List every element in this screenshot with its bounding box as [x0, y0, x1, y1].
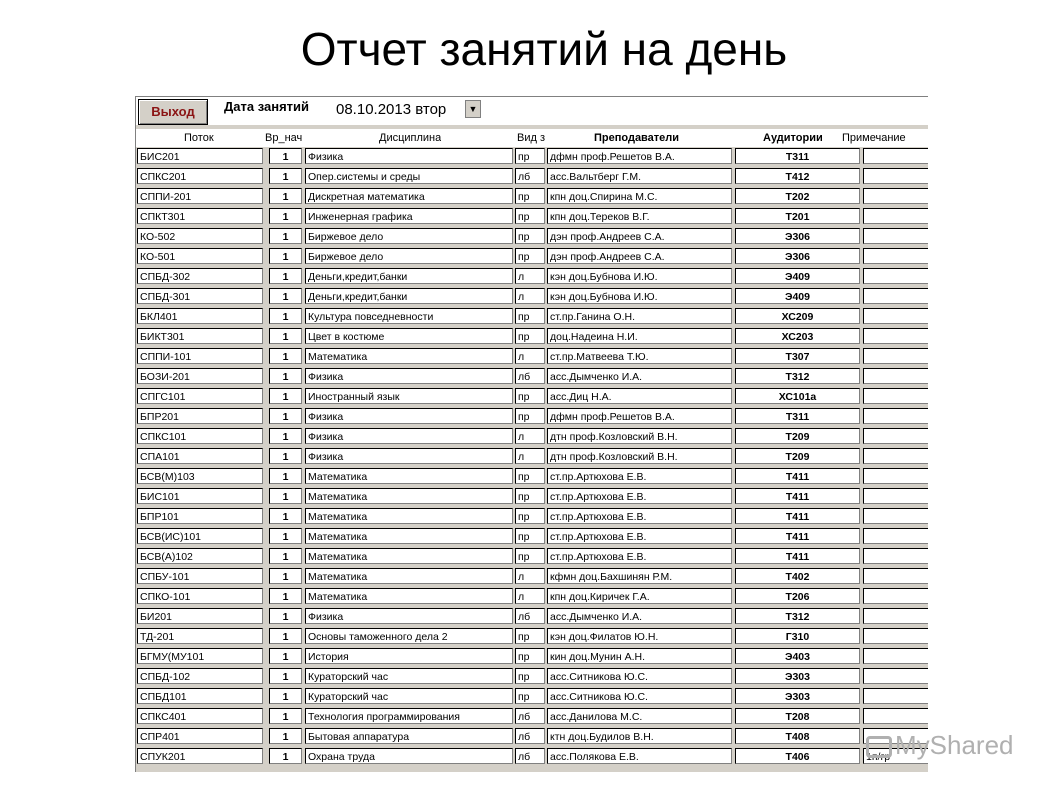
teacher-field[interactable]: кин доц.Мунин А.Н.: [547, 648, 732, 664]
type-field[interactable]: пр: [515, 208, 545, 224]
type-field[interactable]: л: [515, 268, 545, 284]
stream-field[interactable]: БГМУ(МУ101: [137, 648, 263, 664]
table-row: [136, 747, 928, 767]
discipline-field[interactable]: Физика: [305, 428, 513, 444]
stream-field[interactable]: СПА101: [137, 448, 263, 464]
time-field[interactable]: 1: [269, 308, 302, 324]
discipline-field[interactable]: Культура повседневности: [305, 308, 513, 324]
table-row: [136, 427, 928, 447]
time-field[interactable]: 1: [269, 148, 302, 164]
discipline-field[interactable]: Технология программирования: [305, 708, 513, 724]
type-field[interactable]: пр: [515, 648, 545, 664]
note-field[interactable]: [863, 568, 928, 584]
teacher-field[interactable]: ктн доц.Будилов В.Н.: [547, 728, 732, 744]
note-field[interactable]: [863, 468, 928, 484]
room-field[interactable]: Т411: [735, 508, 860, 524]
table-row: [136, 187, 928, 207]
stream-field[interactable]: СПУК201: [137, 748, 263, 764]
stream-field[interactable]: СПБД-302: [137, 268, 263, 284]
discipline-field[interactable]: Математика: [305, 508, 513, 524]
discipline-field[interactable]: Физика: [305, 368, 513, 384]
room-field[interactable]: Т209: [735, 428, 860, 444]
room-field[interactable]: ХС209: [735, 308, 860, 324]
exit-button[interactable]: Выход: [138, 99, 208, 125]
discipline-field[interactable]: Инженерная графика: [305, 208, 513, 224]
time-field[interactable]: 1: [269, 248, 302, 264]
table-row: [136, 707, 928, 727]
time-field[interactable]: 1: [269, 468, 302, 484]
time-field[interactable]: 1: [269, 508, 302, 524]
table-header: [136, 129, 928, 147]
table-row: [136, 207, 928, 227]
type-field[interactable]: пр: [515, 328, 545, 344]
teacher-field[interactable]: асс.Полякова Е.В.: [547, 748, 732, 764]
type-field[interactable]: пр: [515, 688, 545, 704]
table-row: [136, 607, 928, 627]
discipline-field[interactable]: Физика: [305, 608, 513, 624]
table-row: [136, 347, 928, 367]
table-row: [136, 687, 928, 707]
type-field[interactable]: пр: [515, 548, 545, 564]
room-field[interactable]: Т312: [735, 608, 860, 624]
room-field[interactable]: Т312: [735, 368, 860, 384]
stream-field[interactable]: СППИ-201: [137, 188, 263, 204]
table-row: [136, 527, 928, 547]
note-field[interactable]: [863, 528, 928, 544]
teacher-field[interactable]: дэн проф.Андреев С.А.: [547, 228, 732, 244]
table-row: [136, 327, 928, 347]
teacher-field[interactable]: ст.пр.Ганина О.Н.: [547, 308, 732, 324]
table-row: [136, 667, 928, 687]
room-field[interactable]: Т406: [735, 748, 860, 764]
chevron-down-icon[interactable]: ▼: [465, 100, 481, 118]
type-field[interactable]: л: [515, 448, 545, 464]
note-field[interactable]: [863, 668, 928, 684]
teacher-field[interactable]: ст.пр.Артюхова Е.В.: [547, 488, 732, 504]
room-field[interactable]: Т411: [735, 548, 860, 564]
presentation-icon: [866, 736, 892, 758]
stream-field[interactable]: БИ201: [137, 608, 263, 624]
stream-field[interactable]: БСВ(ИС)101: [137, 528, 263, 544]
stream-field[interactable]: СПКС101: [137, 428, 263, 444]
room-field[interactable]: Т408: [735, 728, 860, 744]
time-field[interactable]: 1: [269, 528, 302, 544]
type-field[interactable]: пр: [515, 488, 545, 504]
note-field[interactable]: [863, 228, 928, 244]
room-field[interactable]: Т411: [735, 468, 860, 484]
discipline-field[interactable]: Цвет в костюме: [305, 328, 513, 344]
time-field[interactable]: 1: [269, 488, 302, 504]
stream-field[interactable]: БСВ(А)102: [137, 548, 263, 564]
column-header-stream: Поток: [184, 132, 214, 144]
table-row: [136, 467, 928, 487]
room-field[interactable]: Э303: [735, 688, 860, 704]
discipline-field[interactable]: Биржевое дело: [305, 228, 513, 244]
discipline-field[interactable]: Основы таможенного дела 2: [305, 628, 513, 644]
time-field[interactable]: 1: [269, 368, 302, 384]
table-row: [136, 727, 928, 747]
teacher-field[interactable]: дтн проф.Козловский В.Н.: [547, 428, 732, 444]
stream-field[interactable]: СПБД-102: [137, 668, 263, 684]
teacher-field[interactable]: асс.Вальтберг Г.М.: [547, 168, 732, 184]
slide-title: Отчет занятий на день: [300, 23, 788, 75]
stream-field[interactable]: КО-501: [137, 248, 263, 264]
report-window: [135, 96, 928, 772]
teacher-field[interactable]: ст.пр.Артюхова Е.В.: [547, 548, 732, 564]
stream-field[interactable]: СПР401: [137, 728, 263, 744]
note-field[interactable]: [863, 448, 928, 464]
table-row: [136, 227, 928, 247]
type-field[interactable]: л: [515, 588, 545, 604]
discipline-field[interactable]: Физика: [305, 148, 513, 164]
room-field[interactable]: Т307: [735, 348, 860, 364]
table-row: [136, 307, 928, 327]
type-field[interactable]: лб: [515, 748, 545, 764]
teacher-field[interactable]: дфмн проф.Решетов В.А.: [547, 148, 732, 164]
discipline-field[interactable]: Математика: [305, 588, 513, 604]
time-field[interactable]: 1: [269, 328, 302, 344]
note-field[interactable]: [863, 248, 928, 264]
type-field[interactable]: лб: [515, 728, 545, 744]
discipline-field[interactable]: Иностранный язык: [305, 388, 513, 404]
table-row: [136, 267, 928, 287]
discipline-field[interactable]: Математика: [305, 488, 513, 504]
teacher-field[interactable]: кпн доц.Тереков В.Г.: [547, 208, 732, 224]
type-field[interactable]: лб: [515, 368, 545, 384]
teacher-field[interactable]: дэн проф.Андреев С.А.: [547, 248, 732, 264]
note-field[interactable]: [863, 488, 928, 504]
discipline-field[interactable]: Кураторский час: [305, 688, 513, 704]
watermark: [866, 730, 1014, 761]
type-field[interactable]: лб: [515, 608, 545, 624]
teacher-field[interactable]: асс.Диц Н.А.: [547, 388, 732, 404]
time-field[interactable]: 1: [269, 588, 302, 604]
time-field[interactable]: 1: [269, 728, 302, 744]
table-row: [136, 567, 928, 587]
teacher-field[interactable]: ст.пр.Артюхова Е.В.: [547, 528, 732, 544]
note-field[interactable]: [863, 708, 928, 724]
stream-field[interactable]: СПБД101: [137, 688, 263, 704]
type-field[interactable]: пр: [515, 628, 545, 644]
type-field[interactable]: пр: [515, 228, 545, 244]
type-field[interactable]: лб: [515, 708, 545, 724]
table-row: [136, 487, 928, 507]
discipline-field[interactable]: Математика: [305, 348, 513, 364]
room-field[interactable]: Т402: [735, 568, 860, 584]
note-field[interactable]: [863, 308, 928, 324]
time-field[interactable]: 1: [269, 748, 302, 764]
type-field[interactable]: пр: [515, 408, 545, 424]
teacher-field[interactable]: доц.Надеина Н.И.: [547, 328, 732, 344]
note-field[interactable]: [863, 288, 928, 304]
time-field[interactable]: 1: [269, 388, 302, 404]
toolbar: [136, 97, 928, 125]
type-field[interactable]: пр: [515, 388, 545, 404]
teacher-field[interactable]: асс.Данилова М.С.: [547, 708, 732, 724]
table-row: [136, 587, 928, 607]
type-field[interactable]: л: [515, 288, 545, 304]
stream-field[interactable]: СПГС101: [137, 388, 263, 404]
table-row: [136, 247, 928, 267]
note-field[interactable]: [863, 268, 928, 284]
stream-field[interactable]: СПКС401: [137, 708, 263, 724]
type-field[interactable]: л: [515, 568, 545, 584]
stream-field[interactable]: СППИ-101: [137, 348, 263, 364]
discipline-field[interactable]: Охрана труда: [305, 748, 513, 764]
stream-field[interactable]: БПР101: [137, 508, 263, 524]
room-field[interactable]: ХС101а: [735, 388, 860, 404]
teacher-field[interactable]: асс.Ситникова Ю.С.: [547, 688, 732, 704]
column-header-teacher: Преподаватели: [594, 132, 680, 144]
watermark-text: MyShared: [895, 730, 1014, 760]
column-header-room: Аудитории: [763, 132, 823, 144]
column-header-discipline: Дисциплина: [379, 132, 442, 144]
time-field[interactable]: 1: [269, 708, 302, 724]
note-field[interactable]: [863, 388, 928, 404]
time-field[interactable]: 1: [269, 208, 302, 224]
table-row: [136, 167, 928, 187]
room-field[interactable]: Т208: [735, 708, 860, 724]
type-field[interactable]: л: [515, 348, 545, 364]
time-field[interactable]: 1: [269, 428, 302, 444]
table-row: [136, 147, 928, 167]
room-field[interactable]: Э303: [735, 668, 860, 684]
table-row: [136, 387, 928, 407]
teacher-field[interactable]: кпн доц.Киричек Г.А.: [547, 588, 732, 604]
time-field[interactable]: 1: [269, 448, 302, 464]
note-field[interactable]: [863, 548, 928, 564]
stream-field[interactable]: КО-502: [137, 228, 263, 244]
type-field[interactable]: пр: [515, 248, 545, 264]
teacher-field[interactable]: кпн доц.Спирина М.С.: [547, 188, 732, 204]
time-field[interactable]: 1: [269, 608, 302, 624]
discipline-field[interactable]: Дискретная математика: [305, 188, 513, 204]
stream-field[interactable]: БСВ(М)103: [137, 468, 263, 484]
table-row: [136, 627, 928, 647]
table-row: [136, 647, 928, 667]
note-field[interactable]: 1п/гр: [863, 748, 928, 764]
discipline-field[interactable]: Бытовая аппаратура: [305, 728, 513, 744]
date-label: Дата занятий: [224, 99, 310, 114]
time-field[interactable]: 1: [269, 188, 302, 204]
type-field[interactable]: пр: [515, 528, 545, 544]
stream-field[interactable]: БКЛ401: [137, 308, 263, 324]
type-field[interactable]: л: [515, 428, 545, 444]
room-field[interactable]: Э403: [735, 648, 860, 664]
lessons-table: [136, 147, 928, 767]
room-field[interactable]: Т202: [735, 188, 860, 204]
teacher-field[interactable]: кэн доц.Бубнова И.Ю.: [547, 288, 732, 304]
discipline-field[interactable]: Кураторский час: [305, 668, 513, 684]
teacher-field[interactable]: ст.пр.Артюхова Е.В.: [547, 468, 732, 484]
teacher-field[interactable]: ст.пр.Матвеева Т.Ю.: [547, 348, 732, 364]
table-row: [136, 447, 928, 467]
time-field[interactable]: 1: [269, 688, 302, 704]
teacher-field[interactable]: ст.пр.Артюхова Е.В.: [547, 508, 732, 524]
stream-field[interactable]: СПКО-101: [137, 588, 263, 604]
time-field[interactable]: 1: [269, 648, 302, 664]
time-field[interactable]: 1: [269, 348, 302, 364]
room-field[interactable]: Т411: [735, 528, 860, 544]
date-select[interactable]: 08.10.2013 втор: [336, 100, 463, 120]
stream-field[interactable]: ТД-201: [137, 628, 263, 644]
note-field[interactable]: [863, 148, 928, 164]
time-field[interactable]: 1: [269, 268, 302, 284]
discipline-field[interactable]: Физика: [305, 408, 513, 424]
table-row: [136, 367, 928, 387]
table-row: [136, 507, 928, 527]
room-field[interactable]: Т311: [735, 148, 860, 164]
column-header-note: Примечание: [842, 132, 906, 144]
teacher-field[interactable]: дтн проф.Козловский В.Н.: [547, 448, 732, 464]
teacher-field[interactable]: кэн доц.Бубнова И.Ю.: [547, 268, 732, 284]
time-field[interactable]: 1: [269, 568, 302, 584]
time-field[interactable]: 1: [269, 668, 302, 684]
note-field[interactable]: [863, 328, 928, 344]
discipline-field[interactable]: История: [305, 648, 513, 664]
discipline-field[interactable]: Биржевое дело: [305, 248, 513, 264]
time-field[interactable]: 1: [269, 548, 302, 564]
stream-field[interactable]: БИС201: [137, 148, 263, 164]
teacher-field[interactable]: дфмн проф.Решетов В.А.: [547, 408, 732, 424]
note-field[interactable]: [863, 608, 928, 624]
type-field[interactable]: пр: [515, 148, 545, 164]
column-header-time: Вр_нач: [265, 132, 303, 144]
table-row: [136, 287, 928, 307]
discipline-field[interactable]: Деньги,кредит,банки: [305, 268, 513, 284]
teacher-field[interactable]: кфмн доц.Бахшинян Р.М.: [547, 568, 732, 584]
discipline-field[interactable]: Математика: [305, 568, 513, 584]
note-field[interactable]: [863, 168, 928, 184]
type-field[interactable]: пр: [515, 188, 545, 204]
stream-field[interactable]: БОЗИ-201: [137, 368, 263, 384]
teacher-field[interactable]: кэн доц.Филатов Ю.Н.: [547, 628, 732, 644]
table-row: [136, 547, 928, 567]
discipline-field[interactable]: Физика: [305, 448, 513, 464]
room-field[interactable]: ХС203: [735, 328, 860, 344]
discipline-field[interactable]: Математика: [305, 548, 513, 564]
note-field[interactable]: [863, 508, 928, 524]
stream-field[interactable]: СПБУ-101: [137, 568, 263, 584]
note-field[interactable]: [863, 428, 928, 444]
room-field[interactable]: Т206: [735, 588, 860, 604]
discipline-field[interactable]: Математика: [305, 468, 513, 484]
room-field[interactable]: Г310: [735, 628, 860, 644]
time-field[interactable]: 1: [269, 628, 302, 644]
type-field[interactable]: пр: [515, 308, 545, 324]
time-field[interactable]: 1: [269, 408, 302, 424]
note-field[interactable]: [863, 588, 928, 604]
note-field[interactable]: [863, 628, 928, 644]
room-field[interactable]: Т209: [735, 448, 860, 464]
room-field[interactable]: Т201: [735, 208, 860, 224]
stream-field[interactable]: СПКС201: [137, 168, 263, 184]
room-field[interactable]: Э306: [735, 228, 860, 244]
note-field[interactable]: [863, 408, 928, 424]
time-field[interactable]: 1: [269, 288, 302, 304]
note-field[interactable]: [863, 648, 928, 664]
teacher-field[interactable]: асс.Ситникова Ю.С.: [547, 668, 732, 684]
room-field[interactable]: Т411: [735, 488, 860, 504]
time-field[interactable]: 1: [269, 228, 302, 244]
room-field[interactable]: Т311: [735, 408, 860, 424]
discipline-field[interactable]: Математика: [305, 528, 513, 544]
room-field[interactable]: Э306: [735, 248, 860, 264]
room-field[interactable]: Э409: [735, 268, 860, 284]
stream-field[interactable]: СПБД-301: [137, 288, 263, 304]
stream-field[interactable]: БИС101: [137, 488, 263, 504]
discipline-field[interactable]: Деньги,кредит,банки: [305, 288, 513, 304]
note-field[interactable]: [863, 208, 928, 224]
room-field[interactable]: Т412: [735, 168, 860, 184]
discipline-field[interactable]: Опер.системы и среды: [305, 168, 513, 184]
time-field[interactable]: 1: [269, 168, 302, 184]
note-field[interactable]: [863, 368, 928, 384]
note-field[interactable]: [863, 348, 928, 364]
type-field[interactable]: пр: [515, 468, 545, 484]
column-header-type: Вид з: [517, 132, 545, 144]
type-field[interactable]: пр: [515, 508, 545, 524]
note-field[interactable]: [863, 188, 928, 204]
teacher-field[interactable]: асс.Дымченко И.А.: [547, 608, 732, 624]
stream-field[interactable]: БИКТ301: [137, 328, 263, 344]
stream-field[interactable]: СПКТ301: [137, 208, 263, 224]
type-field[interactable]: лб: [515, 168, 545, 184]
teacher-field[interactable]: асс.Дымченко И.А.: [547, 368, 732, 384]
room-field[interactable]: Э409: [735, 288, 860, 304]
note-field[interactable]: [863, 688, 928, 704]
type-field[interactable]: пр: [515, 668, 545, 684]
table-row: [136, 407, 928, 427]
stream-field[interactable]: БПР201: [137, 408, 263, 424]
